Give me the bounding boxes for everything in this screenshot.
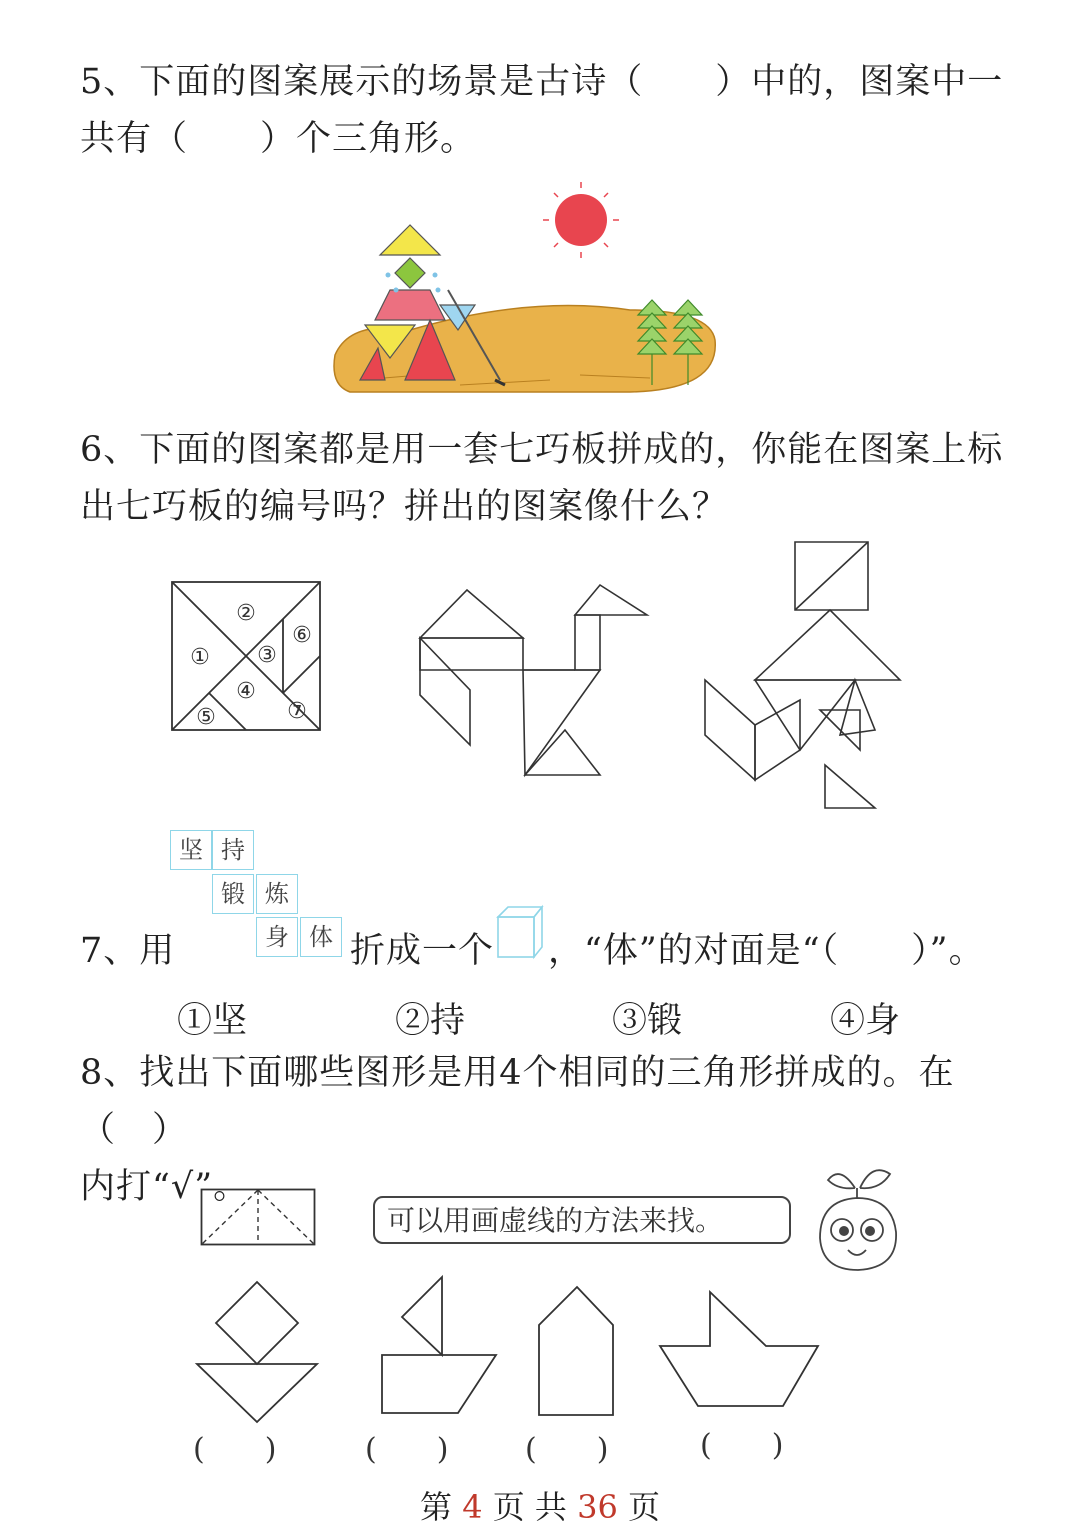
tangram-label-6: ⑥ [292,623,312,648]
question-7-middle: 折成一个 [350,931,495,971]
tangram-square [170,580,322,732]
net-cell-1: 坚 [170,830,212,870]
sprout-mascot-icon [810,1160,905,1275]
cube-icon [496,905,546,960]
q7-option-1[interactable]: ①坚 [177,1001,248,1041]
question-7-prefix: 7、用 [80,931,176,971]
net-cell-3: 锻 [212,874,254,914]
tangram-label-5: ⑤ [196,705,216,730]
question-5-line-2: 共有（ ）个三角形。 [80,119,477,159]
tangram-bird [415,580,655,780]
footer-text-3: 页 [627,1488,660,1526]
net-cell-6: 体 [300,917,342,957]
tangram-label-2: ② [236,601,256,626]
net-cell-2: 持 [212,830,254,870]
q7-option-3[interactable]: ③锻 [612,1001,683,1041]
net-cell-5: 身 [256,917,298,957]
tangram-label-4: ④ [236,679,256,704]
shape-c-house [537,1285,617,1420]
shape-b-boat [380,1275,500,1420]
footer-text-2: 页 共 [492,1488,567,1526]
question-8-line-2: 内打“√”。 [80,1167,250,1207]
shape-a-diamond-on-triangle [195,1280,320,1425]
footer-page-number: 4 [462,1488,483,1526]
tangram-dancer [700,540,910,815]
question-8-line-1: 8、找出下面哪些图形是用4个相同的三角形拼成的。在（ ） [80,1053,955,1150]
answer-paren-a[interactable]: ( ) [193,1432,277,1467]
sun [555,194,607,246]
question-5-line-1: 5、下面的图案展示的场景是古诗（ ）中的，图案中一 [80,62,1004,102]
question-6-line-2: 出七巧板的编号吗？拼出的图案像什么？ [80,487,729,527]
question-6 [80,422,1010,536]
net-cell-4: 炼 [256,874,298,914]
hint-bubble: 可以用画虚线的方法来找。 [373,1196,791,1244]
tangram-label-1: ① [190,645,210,670]
answer-paren-b[interactable]: ( ) [365,1432,449,1467]
page-footer [0,1482,1080,1528]
question-6-line-1: 6、下面的图案都是用一套七巧板拼成的，你能在图案上标 [80,430,1004,470]
tangram-label-7: ⑦ [287,699,307,724]
example-rectangle [200,1188,316,1248]
answer-paren-c[interactable]: ( ) [525,1432,609,1467]
shape-d-ship [658,1290,823,1410]
q7-option-4[interactable]: ④身 [830,1001,901,1041]
question-7-suffix: ，“体”的对面是“（ ）”。 [548,931,985,971]
question-5 [80,54,1010,168]
footer-text-1: 第 [420,1488,453,1526]
q7-option-2[interactable]: ②持 [395,1001,466,1041]
answer-paren-d[interactable]: ( ) [700,1428,784,1463]
poem-scene-illustration [330,180,730,405]
footer-total-pages: 36 [577,1488,618,1526]
tangram-label-3: ③ [257,643,277,668]
